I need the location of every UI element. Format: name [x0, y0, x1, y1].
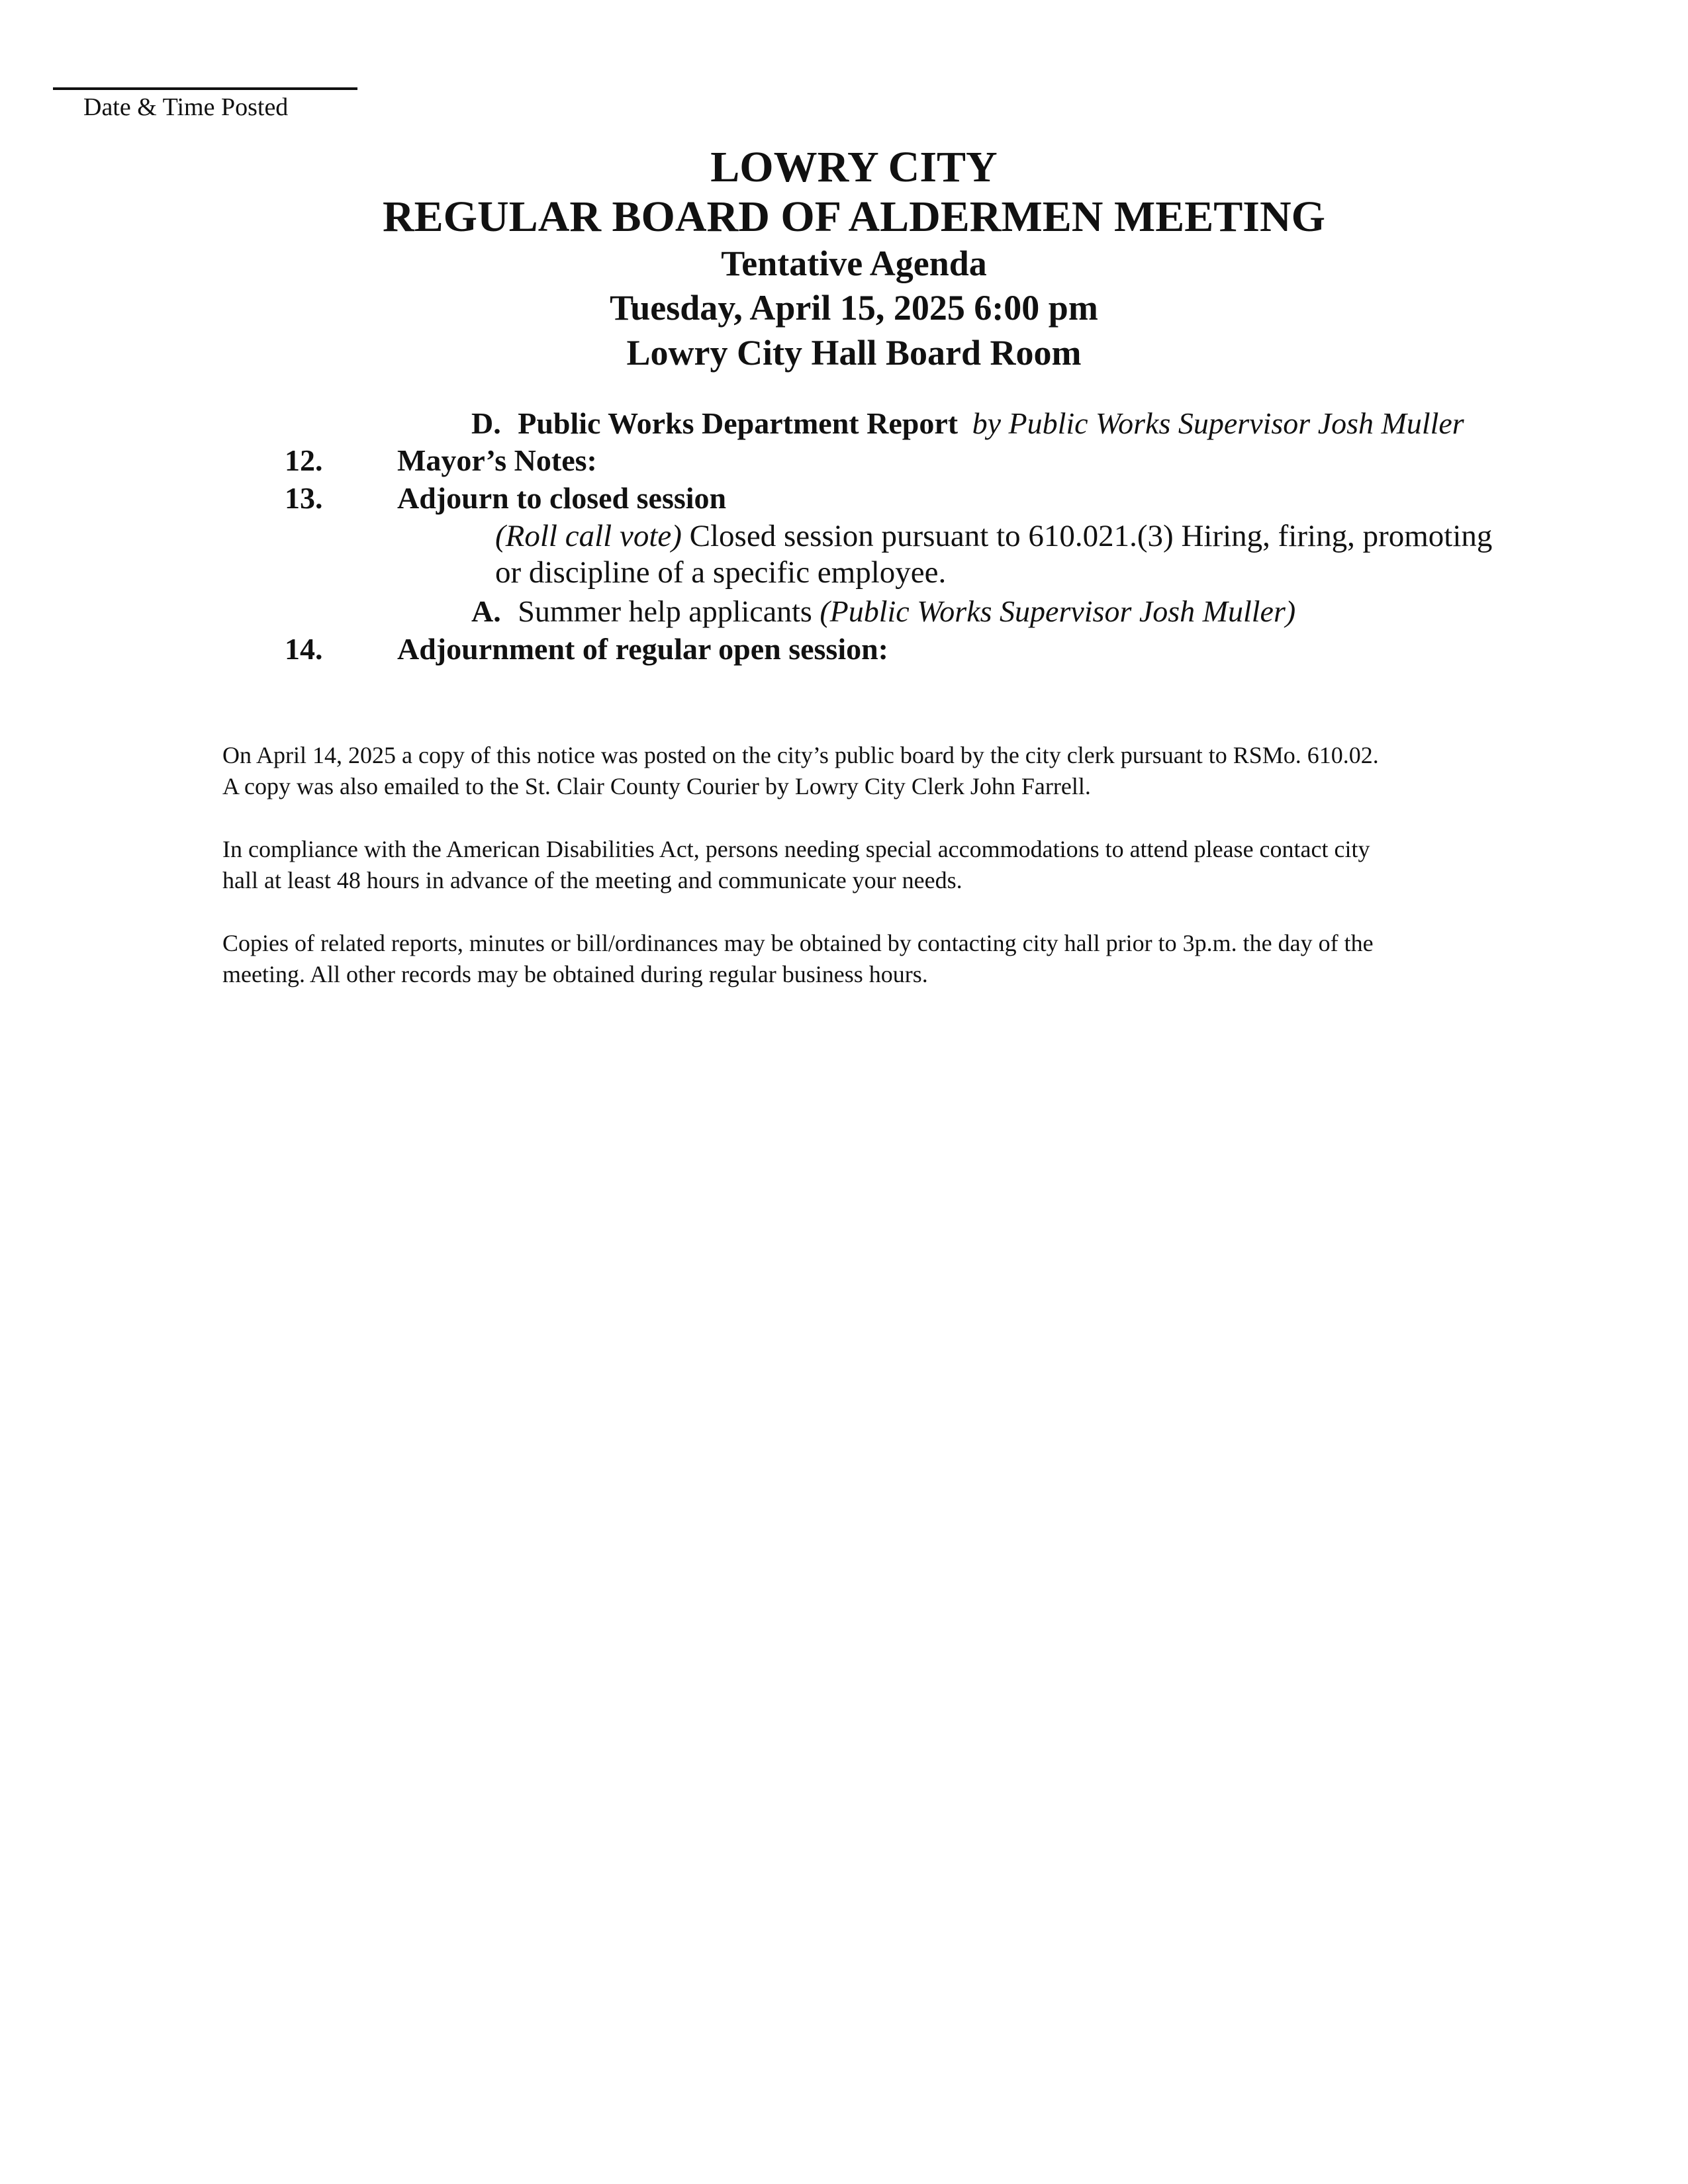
agenda-item-d-by: by Public Works Supervisor Josh Muller	[972, 406, 1464, 440]
agenda-item-d-title: Public Works Department Report	[518, 406, 959, 440]
agenda-item-13-title: Adjourn to closed session	[397, 481, 727, 515]
sub-item-a-letter: A.	[471, 594, 501, 628]
agenda-item-12-number: 12.	[285, 443, 323, 477]
meeting-datetime: Tuesday, April 15, 2025 6:00 pm	[610, 288, 1098, 328]
meeting-location: Lowry City Hall Board Room	[626, 333, 1082, 373]
agenda-item-13-sub-a	[471, 593, 1295, 630]
ada-notice-line2: hall at least 48 hours in advance of the meeting and communicate your needs.	[222, 867, 962, 893]
sub-item-a-text: Summer help applicants	[518, 594, 820, 628]
agenda-item-d-letter: D.	[471, 406, 501, 440]
agenda-item-d	[471, 405, 1464, 442]
copies-notice-line1: Copies of related reports, minutes or bill/ordinances may be obtained by contacting city hall prior to 3p.m. the day of the	[222, 930, 1374, 956]
roll-call-vote-note: (Roll call vote)	[495, 519, 682, 553]
agenda-item-13-number: 13.	[285, 481, 323, 515]
posted-signature-line	[53, 87, 357, 90]
meeting-title: REGULAR BOARD OF ALDERMEN MEETING	[383, 193, 1325, 241]
date-time-posted-label: Date & Time Posted	[83, 93, 289, 121]
city-title: LOWRY CITY	[710, 143, 998, 191]
agenda-type: Tentative Agenda	[721, 244, 987, 283]
sub-item-a-note: (Public Works Supervisor Josh Muller)	[820, 594, 1296, 628]
closed-session-desc-line1: Closed session pursuant to 610.021.(3) Hiring, firing, promoting	[681, 519, 1493, 553]
agenda-item-14-title: Adjournment of regular open session:	[397, 632, 888, 666]
agenda-item-13-description	[495, 518, 1492, 555]
agenda-item-12-title: Mayor’s Notes:	[397, 443, 597, 477]
agenda-item-14-number: 14.	[285, 632, 323, 666]
ada-notice-line1: In compliance with the American Disabilities Act, persons needing special accommodations to attend please contact city	[222, 836, 1370, 862]
posting-notice-line1: On April 14, 2025 a copy of this notice was posted on the city’s public board by the city clerk pursuant to RSMo. 610.02.	[222, 742, 1379, 768]
copies-notice-line2: meeting. All other records may be obtained during regular business hours.	[222, 961, 928, 987]
closed-session-desc-line2: or discipline of a specific employee.	[495, 555, 947, 590]
posting-notice-line2: A copy was also emailed to the St. Clair County Courier by Lowry City Clerk John Farrell.	[222, 773, 1091, 799]
